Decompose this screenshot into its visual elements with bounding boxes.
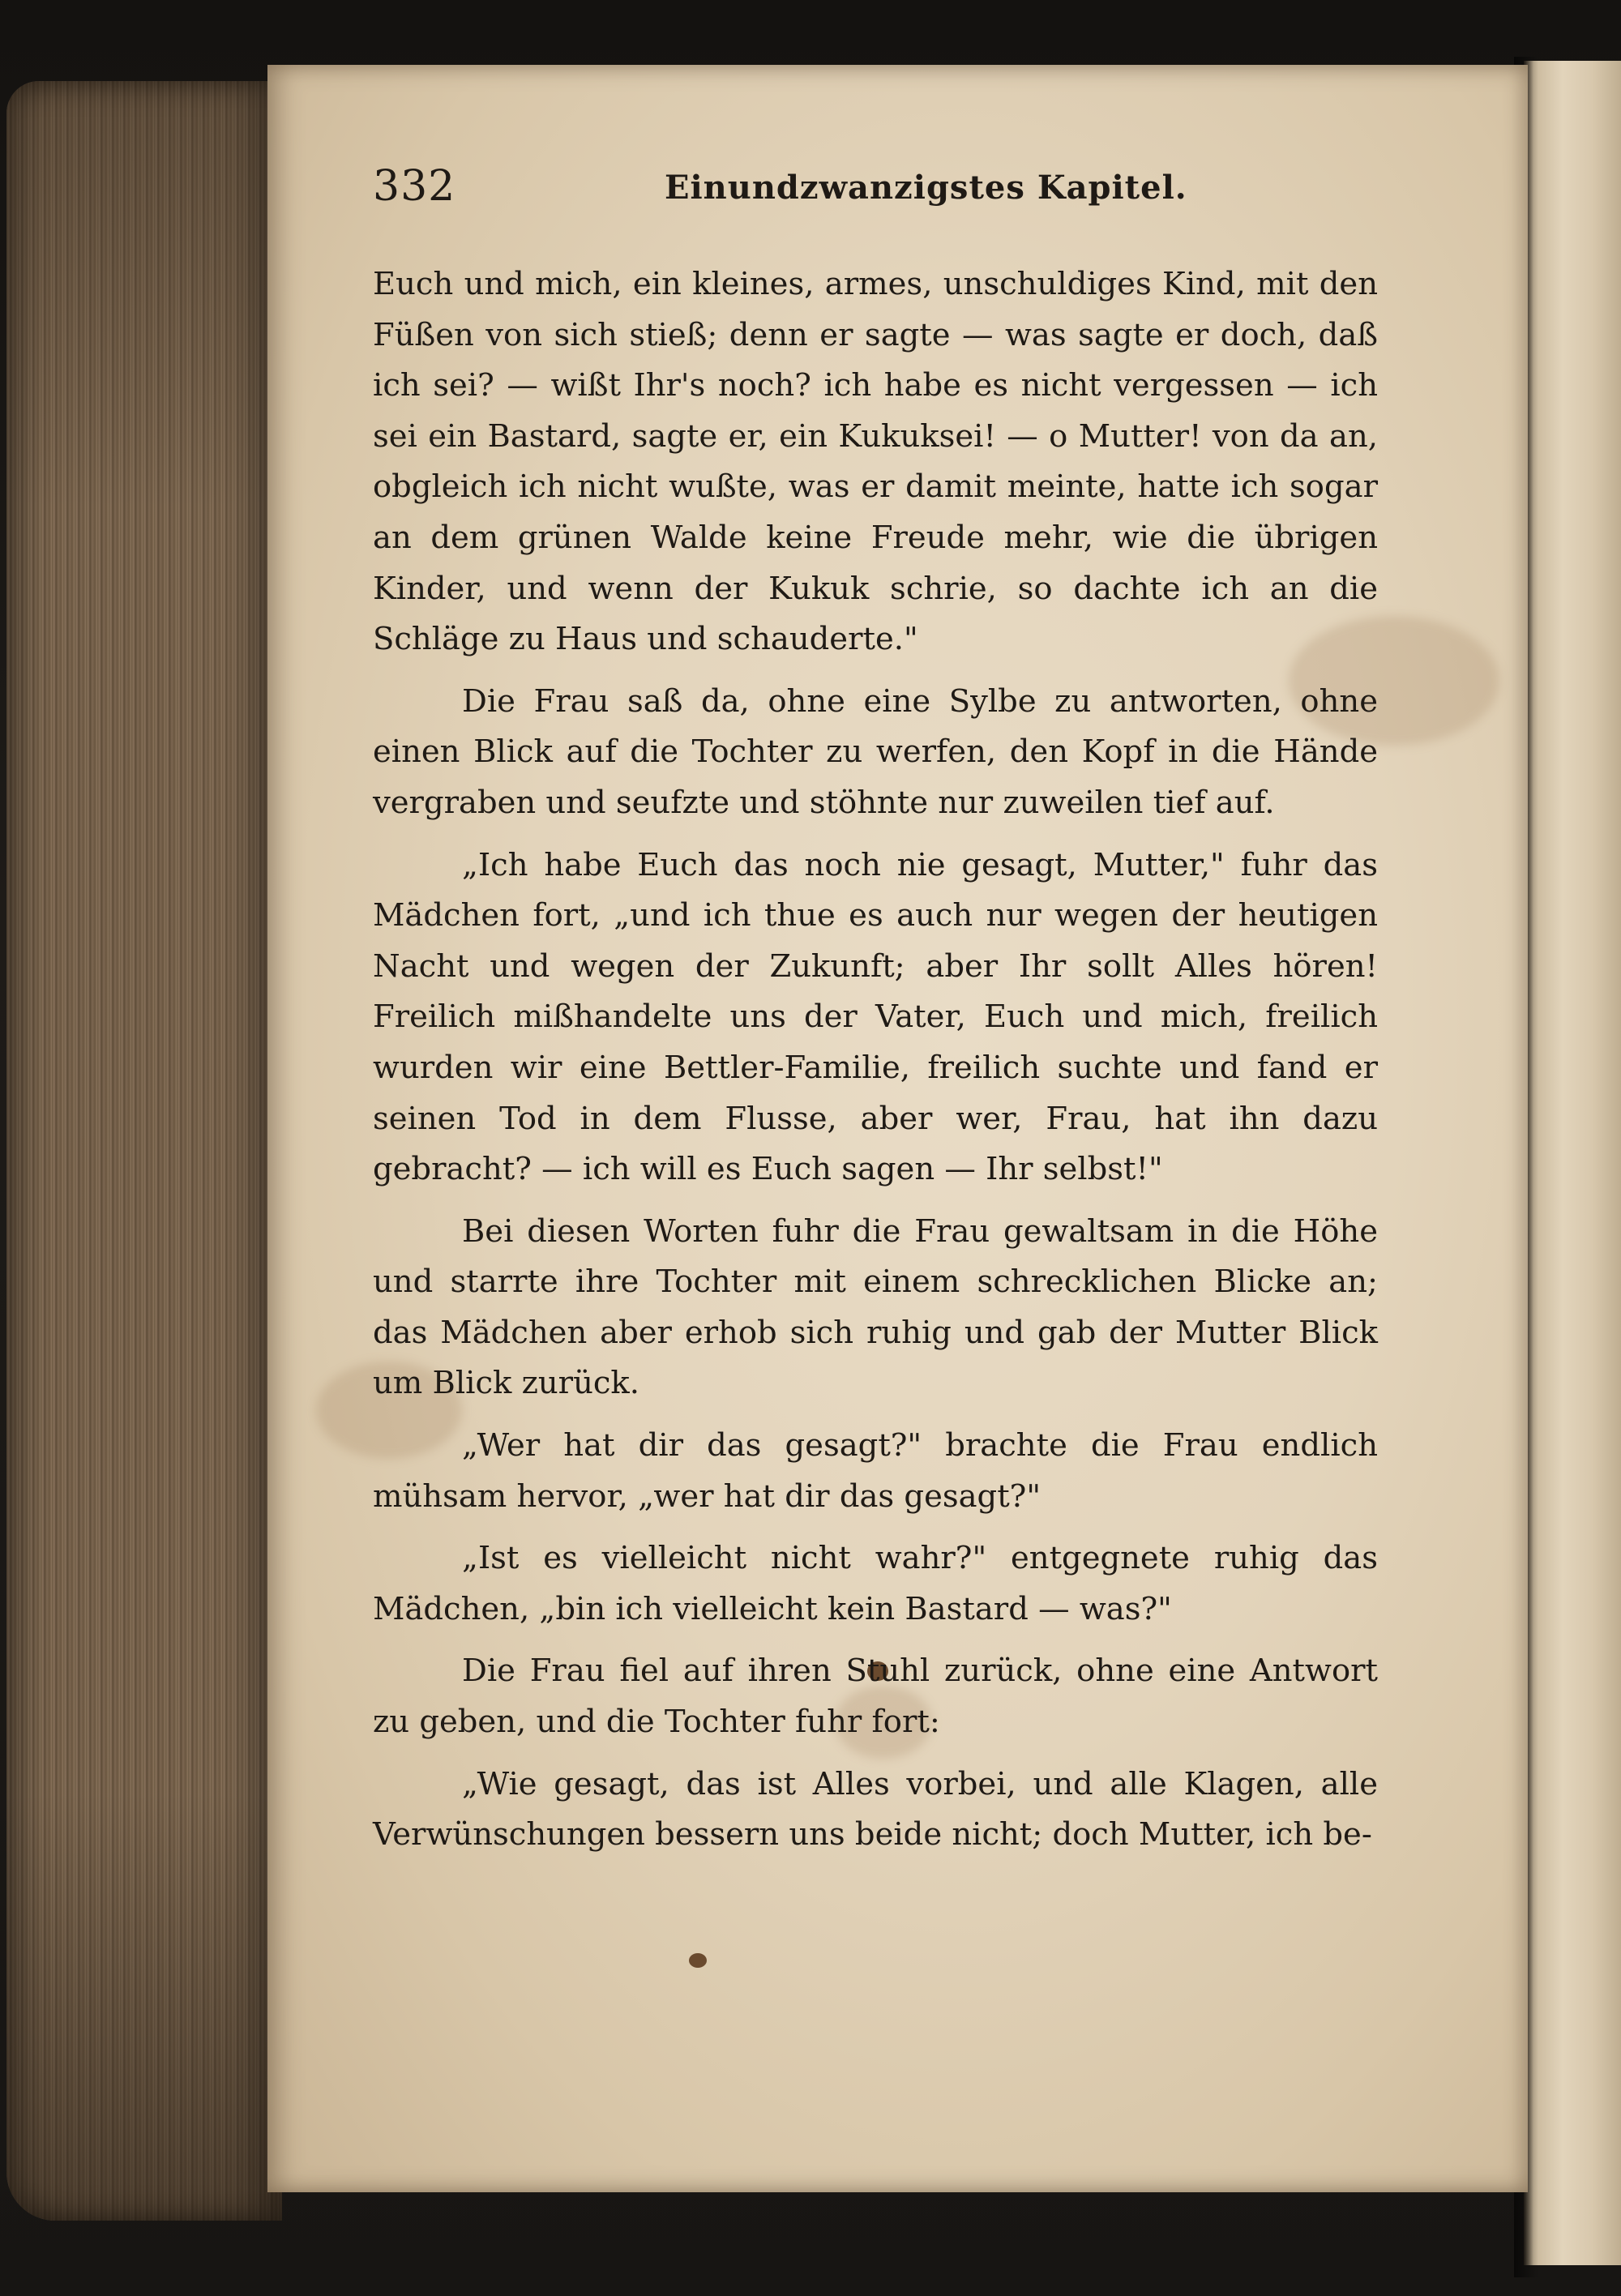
page-header: [373, 162, 1378, 227]
paragraph: Bei diesen Worten fuhr die Frau gewaltsam in die Höhe und starrte ihre Tochter mit einem schrecklichen Blicke an; das Mädchen aber erhob sich ruhig und gab der Mutter Blick um Blick zurück.: [373, 1212, 1378, 1402]
running-title: Einundzwanzigstes Kapitel.: [665, 169, 1187, 207]
page-edges-shade: [6, 81, 282, 2221]
paragraph: „Ich habe Euch das noch nie gesagt, Mutter," fuhr das Mädchen fort, „und ich thue es auch nur wegen der heutigen Nacht und wegen der Zukunft; aber Ihr sollt Alles hören! Freilich mißhandelte uns der Vater, Euch und mich, freilich wurden wir eine Bettler-Familie, freilich suchte und fand er seinen Tod in dem Flusse, aber wer, Frau, hat ihn dazu gebracht? — ich will es Euch sagen — Ihr selbst!": [373, 846, 1378, 1188]
paragraph: Euch und mich, ein kleines, armes, unschuldiges Kind, mit den Füßen von sich stieß; denn er sagte — was sagte er doch, daß ich sei? — wißt Ihr's noch? ich habe es nicht vergessen — ich sei ein Bastard, sagte er, ein Kukuksei! — o Mutter! von da an, obgleich ich nicht wußte, was er damit meinte, hatte ich sogar an dem grünen Walde keine Freude mehr, wie die übrigen Kinder, und wenn der Kukuk schrie, so dachte ich an die Schläge zu Haus und schauderte.": [373, 266, 1378, 658]
facing-page-edge: [1524, 61, 1621, 2265]
paragraph: Die Frau saß da, ohne eine Sylbe zu antworten, ohne einen Blick auf die Tochter zu werfen, den Kopf in die Hände vergraben und seufzte und stöhnte nur zuweilen tief auf.: [373, 682, 1378, 821]
book-page: [267, 65, 1528, 2192]
ink-spot: [689, 1953, 707, 1968]
paragraph: „Wer hat dir das gesagt?" brachte die Frau endlich mühsam hervor, „wer hat dir das gesagt?": [373, 1427, 1378, 1515]
paragraph: Die Frau fiel auf ihren Stuhl zurück, ohne eine Antwort zu geben, und die Tochter fuhr fort:: [373, 1653, 1378, 1741]
body-text: [373, 259, 1378, 1861]
page-content: [373, 162, 1378, 1861]
paragraph: „Ist es vielleicht nicht wahr?" entgegnete ruhig das Mädchen, „bin ich vielleicht kein Bastard — was?": [373, 1540, 1378, 1627]
paragraph: „Wie gesagt, das ist Alles vorbei, und alle Klagen, alle Verwünschungen bessern uns beide nicht; doch Mutter, ich be-: [373, 1765, 1378, 1853]
page-number: 332: [373, 162, 456, 211]
